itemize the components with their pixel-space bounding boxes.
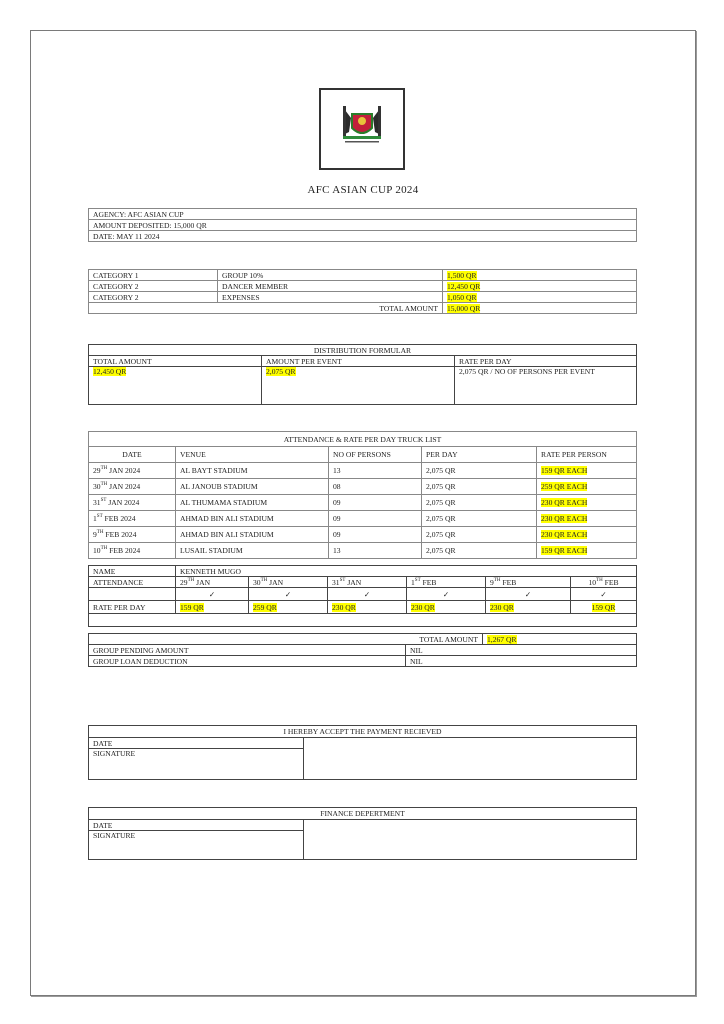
name-label: NAME	[89, 566, 176, 577]
finance-table	[88, 807, 637, 860]
row-persons: 09	[329, 495, 422, 511]
day-rate: 230 QR	[407, 601, 486, 614]
category-amount-cell: 1,500 QR	[443, 270, 637, 281]
date-header: DATE	[89, 447, 176, 463]
finance-signature-label: SIGNATURE	[89, 831, 304, 860]
amount-deposited-row: AMOUNT DEPOSITED: 15,000 QR	[89, 220, 637, 231]
persons-header: NO OF PERSONS	[329, 447, 422, 463]
distribution-title: DISTRIBUTION FORMULAR	[89, 345, 637, 356]
row-persons: 13	[329, 463, 422, 479]
finance-signature-area[interactable]	[304, 820, 637, 860]
categories-total-cell: 15,000 QR	[443, 303, 637, 314]
rate-per-person-header: RATE PER PERSON	[537, 447, 637, 463]
categories-total-label: TOTAL AMOUNT	[89, 303, 443, 314]
attendance-day: 1ST FEB	[407, 577, 486, 588]
attendance-day: 10TH FEB	[571, 577, 637, 588]
category-cell: CATEGORY 1	[89, 270, 218, 281]
group-loan-value: NIL	[406, 656, 637, 667]
attendance-day: 29TH JAN	[176, 577, 249, 588]
row-persons: 09	[329, 511, 422, 527]
row-per-day: 2,075 QR	[422, 495, 537, 511]
attendance-table	[88, 431, 637, 559]
per-day-header: PER DAY	[422, 447, 537, 463]
acceptance-table	[88, 725, 637, 780]
finance-date-label: DATE	[89, 820, 304, 831]
logo-frame	[319, 88, 405, 170]
check-mark: ✓	[407, 588, 486, 601]
total-amount-value: 1,267 QR	[483, 634, 637, 645]
agency-info-table	[88, 208, 637, 242]
check-mark: ✓	[571, 588, 637, 601]
attendance-day: 31ST JAN	[328, 577, 407, 588]
day-rate: 159 QR	[176, 601, 249, 614]
row-date: 10TH FEB 2024	[89, 543, 176, 559]
row-venue: AL BAYT STADIUM	[176, 463, 329, 479]
total-amount-label: TOTAL AMOUNT	[89, 634, 483, 645]
table-row	[89, 479, 637, 495]
check-mark: ✓	[328, 588, 407, 601]
row-rate: 159 QR EACH	[537, 463, 637, 479]
row-rate: 230 QR EACH	[537, 511, 637, 527]
attendance-title: ATTENDANCE & RATE PER DAY TRUCK LIST	[89, 432, 637, 447]
group-cell: GROUP 10%	[218, 270, 443, 281]
row-per-day: 2,075 QR	[422, 527, 537, 543]
venue-header: VENUE	[176, 447, 329, 463]
check-mark: ✓	[486, 588, 571, 601]
row-rate: 159 QR EACH	[537, 543, 637, 559]
row-date: 9TH FEB 2024	[89, 527, 176, 543]
row-persons: 08	[329, 479, 422, 495]
member-attendance-table	[88, 565, 637, 627]
check-mark: ✓	[176, 588, 249, 601]
date-row: DATE: MAY 11 2024	[89, 231, 637, 242]
check-mark: ✓	[249, 588, 328, 601]
row-per-day: 2,075 QR	[422, 511, 537, 527]
attendance-day: 9TH FEB	[486, 577, 571, 588]
group-cell: EXPENSES	[218, 292, 443, 303]
row-date: 30TH JAN 2024	[89, 479, 176, 495]
group-pending-value: NIL	[406, 645, 637, 656]
group-pending-label: GROUP PENDING AMOUNT	[89, 645, 406, 656]
attendance-label: ATTENDANCE	[89, 577, 176, 588]
day-rate: 259 QR	[249, 601, 328, 614]
amount-per-event-value: 2,075 QR	[262, 367, 455, 405]
distribution-header: TOTAL AMOUNT	[89, 356, 262, 367]
federation-logo	[321, 90, 403, 168]
row-rate: 230 QR EACH	[537, 495, 637, 511]
row-venue: AHMAD BIN ALI STADIUM	[176, 511, 329, 527]
category-cell: CATEGORY 2	[89, 281, 218, 292]
distribution-header: AMOUNT PER EVENT	[262, 356, 455, 367]
rate-per-day-label: RATE PER DAY	[89, 601, 176, 614]
row-per-day: 2,075 QR	[422, 543, 537, 559]
row-persons: 09	[329, 527, 422, 543]
row-per-day: 2,075 QR	[422, 479, 537, 495]
row-venue: LUSAIL STADIUM	[176, 543, 329, 559]
document-title: AFC ASIAN CUP 2024	[307, 184, 419, 196]
row-per-day: 2,075 QR	[422, 463, 537, 479]
finance-title: FINANCE DEPERTMENT	[89, 808, 637, 820]
document-page	[30, 30, 696, 996]
row-venue: AHMAD BIN ALI STADIUM	[176, 527, 329, 543]
row-date: 29TH JAN 2024	[89, 463, 176, 479]
table-row	[89, 527, 637, 543]
day-rate: 159 QR	[571, 601, 637, 614]
group-loan-label: GROUP LOAN DEDUCTION	[89, 656, 406, 667]
row-date: 31ST JAN 2024	[89, 495, 176, 511]
category-cell: CATEGORY 2	[89, 292, 218, 303]
day-rate: 230 QR	[486, 601, 571, 614]
day-rate: 230 QR	[328, 601, 407, 614]
member-name: KENNETH MUGO	[176, 566, 637, 577]
row-persons: 13	[329, 543, 422, 559]
row-rate: 230 QR EACH	[537, 527, 637, 543]
rate-per-day-value: 2,075 QR / NO OF PERSONS PER EVENT	[455, 367, 637, 405]
row-venue: AL THUMAMA STADIUM	[176, 495, 329, 511]
table-row	[89, 543, 637, 559]
row-venue: AL JANOUB STADIUM	[176, 479, 329, 495]
agency-row: AGENCY: AFC ASIAN CUP	[89, 209, 637, 220]
totals-table	[88, 633, 637, 667]
category-amount-cell: 1,050 QR	[443, 292, 637, 303]
row-date: 1ST FEB 2024	[89, 511, 176, 527]
acceptance-date-label: DATE	[89, 738, 304, 749]
distribution-table	[88, 344, 637, 405]
attendance-day: 30TH JAN	[249, 577, 328, 588]
table-row	[89, 495, 637, 511]
group-cell: DANCER MEMBER	[218, 281, 443, 292]
total-amount-value: 12,450 QR	[89, 367, 262, 405]
acceptance-title: I HEREBY ACCEPT THE PAYMENT RECIEVED	[89, 726, 637, 738]
category-amount-cell: 12,450 QR	[443, 281, 637, 292]
categories-table	[88, 269, 637, 314]
distribution-header: RATE PER DAY	[455, 356, 637, 367]
row-rate: 259 QR EACH	[537, 479, 637, 495]
acceptance-signature-area[interactable]	[304, 738, 637, 780]
table-row	[89, 511, 637, 527]
acceptance-signature-label: SIGNATURE	[89, 749, 304, 780]
table-row	[89, 463, 637, 479]
